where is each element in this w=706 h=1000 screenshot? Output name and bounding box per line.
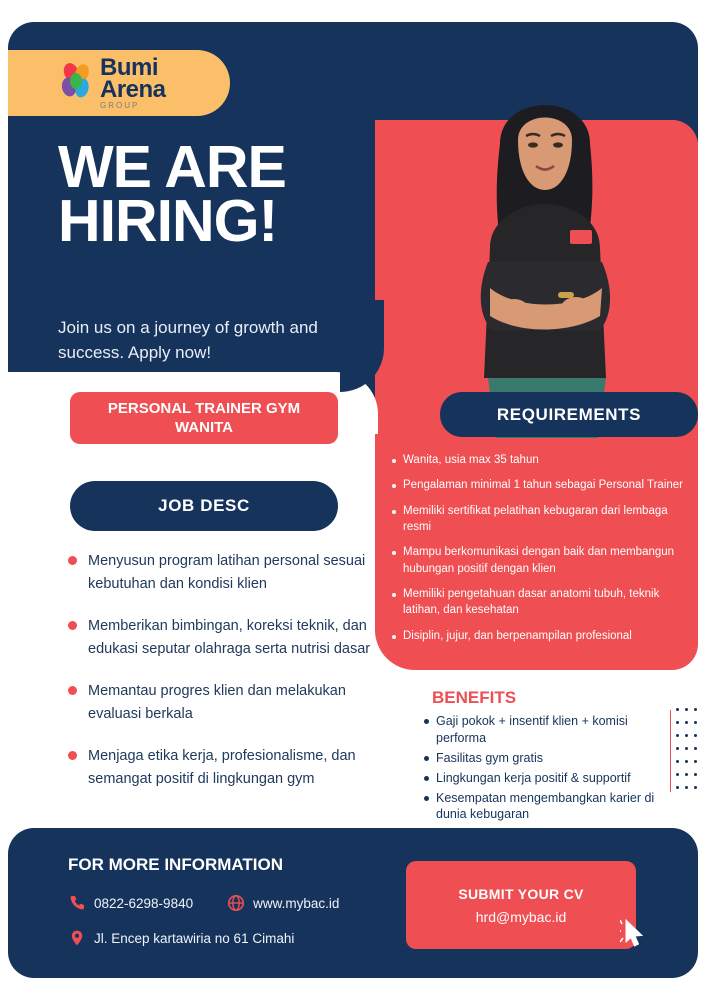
bullet-icon bbox=[68, 621, 77, 630]
list-item: Memantau progres klien dan melakukan evaluasi berkala bbox=[68, 680, 373, 727]
requirements-list bbox=[392, 452, 692, 653]
location-pin-icon bbox=[68, 929, 86, 947]
brand-tagline: GROUP bbox=[100, 100, 140, 110]
list-item: Menyusun program latihan personal sesuai kebutuhan dan kondisi klien bbox=[68, 550, 373, 597]
hero-headline-line1: WE ARE bbox=[58, 134, 286, 200]
bullet-icon bbox=[68, 556, 77, 565]
bullet-icon bbox=[392, 593, 396, 597]
footer-address: Jl. Encep kartawiria no 61 Cimahi bbox=[94, 930, 295, 946]
bullet-icon bbox=[392, 551, 396, 555]
list-item: Disiplin, jujur, dan berpenampilan profesional bbox=[392, 628, 692, 644]
brand-logo bbox=[8, 50, 230, 116]
flower-logo-icon bbox=[60, 63, 94, 103]
hero-headline bbox=[58, 134, 286, 255]
brand-name-line1: Bumi bbox=[100, 53, 158, 81]
list-item: Kesempatan mengembangkan karier di dunia kebugaran bbox=[424, 790, 674, 824]
bullet-icon bbox=[424, 719, 429, 724]
list-item: Memiliki pengetahuan dasar anatomi tubuh, teknik latihan, dan kesehatan bbox=[392, 586, 692, 619]
list-item: Lingkungan kerja positif & supportif bbox=[424, 770, 674, 787]
list-item: Fasilitas gym gratis bbox=[424, 750, 674, 767]
list-item: Mampu berkomunikasi dengan baik dan membangun hubungan positif dengan klien bbox=[392, 544, 692, 577]
phone-icon bbox=[68, 894, 86, 912]
mouse-cursor-icon bbox=[620, 918, 650, 952]
bullet-icon bbox=[424, 776, 429, 781]
list-item: Memiliki sertifikat pelatihan kebugaran dari lembaga resmi bbox=[392, 503, 692, 536]
bullet-icon bbox=[424, 796, 429, 801]
bullet-icon bbox=[424, 756, 429, 761]
job-desc-heading: JOB DESC bbox=[70, 481, 338, 531]
bullet-icon bbox=[392, 459, 396, 463]
submit-cv-email[interactable]: hrd@mybac.id bbox=[475, 908, 567, 925]
position-badge: PERSONAL TRAINER GYM WANITA bbox=[70, 392, 338, 444]
contact-row-phone-web bbox=[68, 894, 339, 912]
footer-phone[interactable]: 0822-6298-9840 bbox=[94, 895, 194, 911]
list-item: Wanita, usia max 35 tahun bbox=[392, 452, 692, 468]
hero-subtitle: Join us on a journey of growth and success. Apply now! bbox=[58, 318, 318, 362]
bullet-icon bbox=[392, 635, 396, 639]
list-item: Pengalaman minimal 1 tahun sebagai Personal Trainer bbox=[392, 477, 692, 493]
bullet-icon bbox=[392, 510, 396, 514]
benefits-list bbox=[424, 713, 674, 826]
benefits-divider bbox=[670, 710, 671, 792]
globe-icon bbox=[227, 894, 245, 912]
dot-grid-decoration bbox=[676, 708, 698, 794]
submit-cv-title: SUBMIT YOUR CV bbox=[458, 885, 584, 902]
footer-title: FOR MORE INFORMATION bbox=[68, 855, 283, 874]
bullet-icon bbox=[68, 686, 77, 695]
benefits-heading: BENEFITS bbox=[432, 688, 517, 707]
contact-row-address bbox=[68, 929, 294, 947]
bullet-icon bbox=[68, 751, 77, 760]
list-item: Memberikan bimbingan, koreksi teknik, dan edukasi seputar olahraga serta nutrisi dasar bbox=[68, 615, 373, 662]
job-desc-list bbox=[68, 550, 373, 810]
submit-cv-button[interactable] bbox=[406, 861, 636, 949]
bullet-icon bbox=[392, 484, 396, 488]
list-item: Menjaga etika kerja, profesionalisme, dan semangat positif di lingkungan gym bbox=[68, 745, 373, 792]
brand-name-line2: Arena bbox=[100, 75, 166, 103]
footer-website[interactable]: www.mybac.id bbox=[253, 895, 340, 911]
requirements-heading: REQUIREMENTS bbox=[440, 392, 698, 437]
trainer-photo bbox=[430, 48, 660, 438]
hero-headline-line2: HIRING! bbox=[58, 188, 278, 255]
list-item: Gaji pokok + insentif klien + komisi performa bbox=[424, 713, 674, 747]
